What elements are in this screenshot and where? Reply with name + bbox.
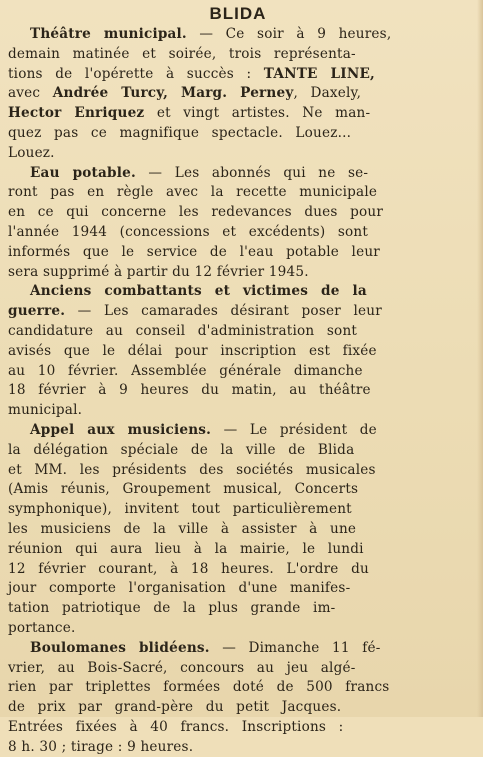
text-line: 12 février courant, à 18 heures. L'ordre du xyxy=(8,560,369,577)
cast-name: Hector Enriquez xyxy=(8,105,145,122)
text-line: et MM. les présidents des sociétés musicales xyxy=(8,461,376,478)
text-line: guerre. — Les camarades désirant poser leur xyxy=(8,303,382,320)
article-title: BLIDA xyxy=(209,4,267,23)
text-line: rien par triplettes formées doté de 500 francs xyxy=(8,679,390,696)
text-line: informés que le service de l'eau potable leur xyxy=(8,243,381,260)
paragraph-eau-potable xyxy=(8,164,468,283)
paragraph-boulomanes xyxy=(8,639,468,757)
text-line: la délégation spéciale de la ville de Blida xyxy=(8,441,355,458)
text-line: jour comporte l'organisation d'une manifes- xyxy=(8,580,351,597)
cast-names: Andrée Turcy, Marg. Perney xyxy=(52,85,294,102)
text-line: Entrées fixées à 40 francs. Inscriptions : xyxy=(8,718,344,735)
text-line: demain matinée et soirée, trois représenta- xyxy=(8,45,356,62)
text-line xyxy=(8,282,468,302)
text-line: au 10 février. Assemblée générale dimanche xyxy=(8,362,363,379)
text-line: Boulomanes blidéens. — Dimanche 11 fé- xyxy=(30,639,381,656)
text-line: tions de l'opérette à succès : TANTE LINE, xyxy=(8,65,375,82)
text-line: les musiciens de la ville à assister à une xyxy=(8,520,357,537)
text-line: 18 février à 9 heures du matin, au théâtre xyxy=(8,382,371,399)
paragraph-heading: Anciens combattants et victimes de la xyxy=(30,283,367,300)
text-line: sera supprimé à partir du 12 février 1945. xyxy=(8,263,309,280)
text-line: avec Andrée Turcy, Marg. Perney, Daxely, xyxy=(8,85,362,102)
paragraph-anciens-combattants xyxy=(8,282,468,421)
text-line: 8 h. 30 ; tirage : 9 heures. xyxy=(8,738,194,755)
text-line: réunion qui aura lieu à la mairie, le lundi xyxy=(8,540,364,557)
text-line: candidature au conseil d'administration sont xyxy=(8,322,358,339)
text-line: l'année 1944 (concessions et excédents) sont xyxy=(8,223,369,240)
text-line: vrier, au Bois-Sacré, concours au jeu algé- xyxy=(8,659,356,676)
text-line: (Amis réunis, Groupement musical, Concerts xyxy=(8,481,359,498)
paper-edge xyxy=(477,0,483,717)
paragraph-heading: Eau potable. xyxy=(30,164,136,181)
text-line: Eau potable. — Les abonnés qui ne se- xyxy=(30,164,369,181)
paragraph-heading-cont: guerre. xyxy=(8,303,66,320)
text-line: portance. xyxy=(8,619,76,636)
text-line: quez pas ce magnifique spectacle. Louez... xyxy=(8,124,352,141)
text-line: avisés que le délai pour inscription est fixée xyxy=(8,342,377,359)
paragraph-appel-musiciens xyxy=(8,421,468,639)
article-column xyxy=(8,3,468,757)
text-line: Théâtre municipal. — Ce soir à 9 heures, xyxy=(30,26,392,42)
text-line: municipal. xyxy=(8,402,83,419)
paragraph-heading: Appel aux musiciens. xyxy=(30,421,212,438)
text-line: ront pas en règle avec la recette municipale xyxy=(8,184,378,201)
paragraph-heading: Théâtre municipal. xyxy=(30,26,187,42)
text-line: tation patriotique de la plus grande im- xyxy=(8,600,336,617)
paragraph-heading: Boulomanes blidéens. xyxy=(30,639,210,656)
text-line: Appel aux musiciens. — Le président de xyxy=(30,421,377,438)
text-line: de prix par grand-père du petit Jacques. xyxy=(8,699,342,716)
text-line: Louez. xyxy=(8,144,55,161)
text-line: Hector Enriquez et vingt artistes. Ne man- xyxy=(8,105,371,122)
operetta-title: TANTE LINE, xyxy=(263,65,375,82)
paragraph-theatre xyxy=(8,25,468,164)
text-line: symphonique), invitent tout particulièrement xyxy=(8,501,352,518)
text-line: en ce qui concerne les redevances dues pour xyxy=(8,204,384,221)
